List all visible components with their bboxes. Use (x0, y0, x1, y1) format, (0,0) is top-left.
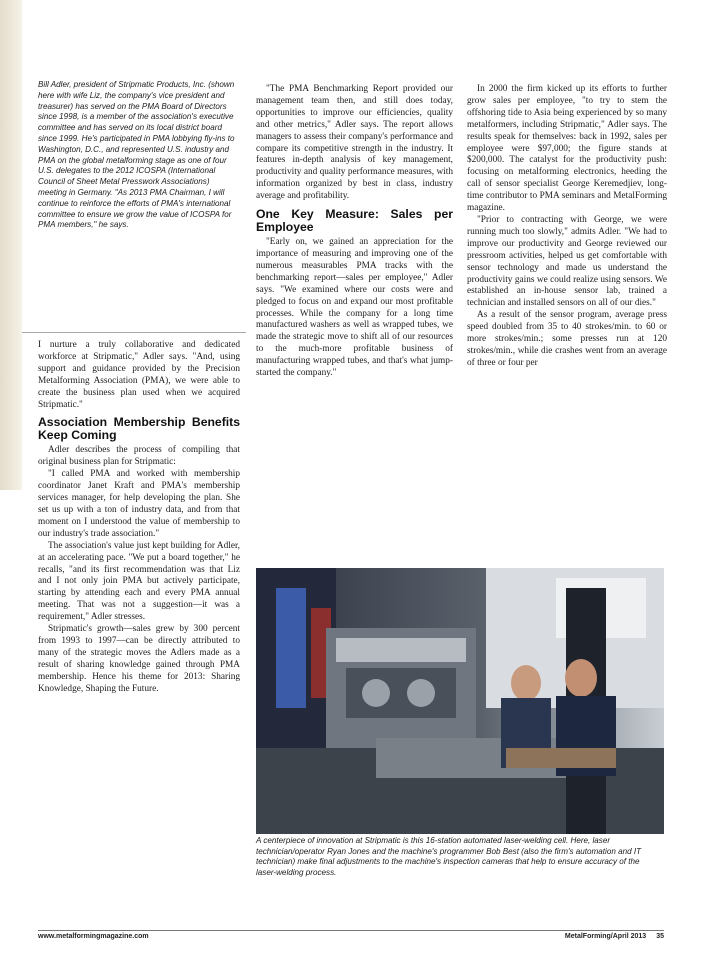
page-spine-edge (0, 0, 22, 490)
paragraph: "The PMA Benchmarking Report provided our management team then, and still does today, opportunities to improve our efficiencies, quality and other metrics," Adler says. The report allows managers to assess their company's performance and compare its competitive strength in the industry. It features in-depth analysis of key management, productivity and quality performance measures, with information organized by best in class, industry average and profitability. (256, 84, 453, 202)
paragraph: Stripmatic's growth—sales grew by 300 percent from 1993 to 1997—can be directly attributed to many of the strategic moves the Adlers made as a result of sharing knowledge gained through PMA membership. Hence his theme for 2013: Sharing Knowledge, Shaping the Future. (38, 624, 240, 694)
footer-issue: MetalForming/April 2013 (564, 933, 647, 940)
paragraph: In 2000 the firm kicked up its efforts to further grow sales per employee, "to try to stem the offshoring tide to Asia being experienced by so many metalformers, including Stripmatic," Adler says. The results speak for themselves: back in 1992, sales per employee were $97,000; the figure stands at $200,000. The catalyst for the productivity push: focusing on metalforming electronics, heeding the call of sensor specialist George Keremedjiev, long-time contributor to PMA seminars and MetalForming magazine. (467, 84, 667, 214)
paragraph: I nurture a truly collaborative and dedicated workforce at Stripmatic," Adler says. "And, using support and guidance provided by the Precision Metalforming Association (PMA), we were able to create the business plan used when we acquired Stripmatic." (38, 340, 240, 410)
paragraph: As a result of the sensor program, average press speed doubled from 35 to 40 strokes/min. to 60 or more strokes/min.; some presses run at 120 strokes/min., while die crashes went from an average of three or four per (467, 310, 667, 368)
laser-welding-cell-photo (256, 568, 664, 834)
photo-caption: A centerpiece of innovation at Stripmatic is this 16-station automated laser-welding cell. Here, laser technician/operator Ryan Jones and the machine's programmer Bob Best (also the firm's automation and IT technician) make final adjustments to the machine's inspection cameras that help to ensure accuracy of the laser-welding process. (256, 836, 642, 877)
paragraph: Adler describes the process of compiling that original business plan for Stripmatic: (38, 445, 240, 468)
section-heading: One Key Measure: Sales per Employee (256, 207, 453, 235)
footer-issue-block (555, 933, 664, 940)
paragraph: "Early on, we gained an appreciation for the importance of measuring and improving one of the numerous measurables PMA tracks with the benchmarking report—sales per employee," Adler says. "We examined where our costs were and pledged to focus on and expand our most profitable processes. While the company for a long time manufactured washers as well as wrapped tubes, we made the strategic move to shift all of our resources to the much-more profitable business of manufacturing wrapped tubes, and that's what jump-started the company." (256, 237, 453, 379)
photo-illustration (256, 568, 664, 834)
paragraph: "Prior to contracting with George, we were running much too slowly," admits Adler. "We had to improve our productivity and George reviewed our pressroom activities, helped us get comfortable with sensor technology and made us understand the productivity gains we could realize using sensors. We established an in-house sensor lab, trained a technician and installed sensors on all of our dies." (467, 214, 667, 309)
article-column-3 (467, 84, 667, 370)
footer-rule (38, 930, 664, 931)
page-number: 35 (656, 933, 664, 940)
footer-website: www.metalformingmagazine.com (38, 933, 149, 940)
section-heading: Association Membership Benefits Keep Coming (38, 415, 240, 443)
paragraph: "I called PMA and worked with membership coordinator Janet Kraft and PMA's membership services manager, for help developing the plan. She set us up with a ton of industry data, and from that moment on I understood the value of membership to our industry's trade association." (38, 469, 240, 539)
article-column-2 (256, 84, 453, 380)
article-column-1 (38, 340, 240, 695)
sidebar-caption: Bill Adler, president of Stripmatic Products, Inc. (shown here with wife Liz, the company's vice president and treasurer) has served on the PMA Board of Directors since 1998, is a member of the association's executive committee and has served on its local district board since 1999. He's participated in PMA lobbying fly-ins to Washington, D.C., and represented U.S. industry and PMA on the global metalforming stage as one of four U.S. delegates to the 2012 ICOSPA (International Council of Sheet Metal Presswork Associations) meeting in Germany. "As 2013 PMA Chairman, I will continue to reinforce the efforts of PMA's international committee to ensure we grow the value of ICOSPA for PMA members," he says. (38, 80, 235, 230)
paragraph: The association's value just kept building for Adler, at an accelerating pace. "We put a board together," he recalls, "and its first recommendation was that Liz and I not only join PMA but actively participate, starting by attending each and every PMA annual meeting. That was not a suggestion—it was a requirement," Adler stresses. (38, 540, 240, 623)
